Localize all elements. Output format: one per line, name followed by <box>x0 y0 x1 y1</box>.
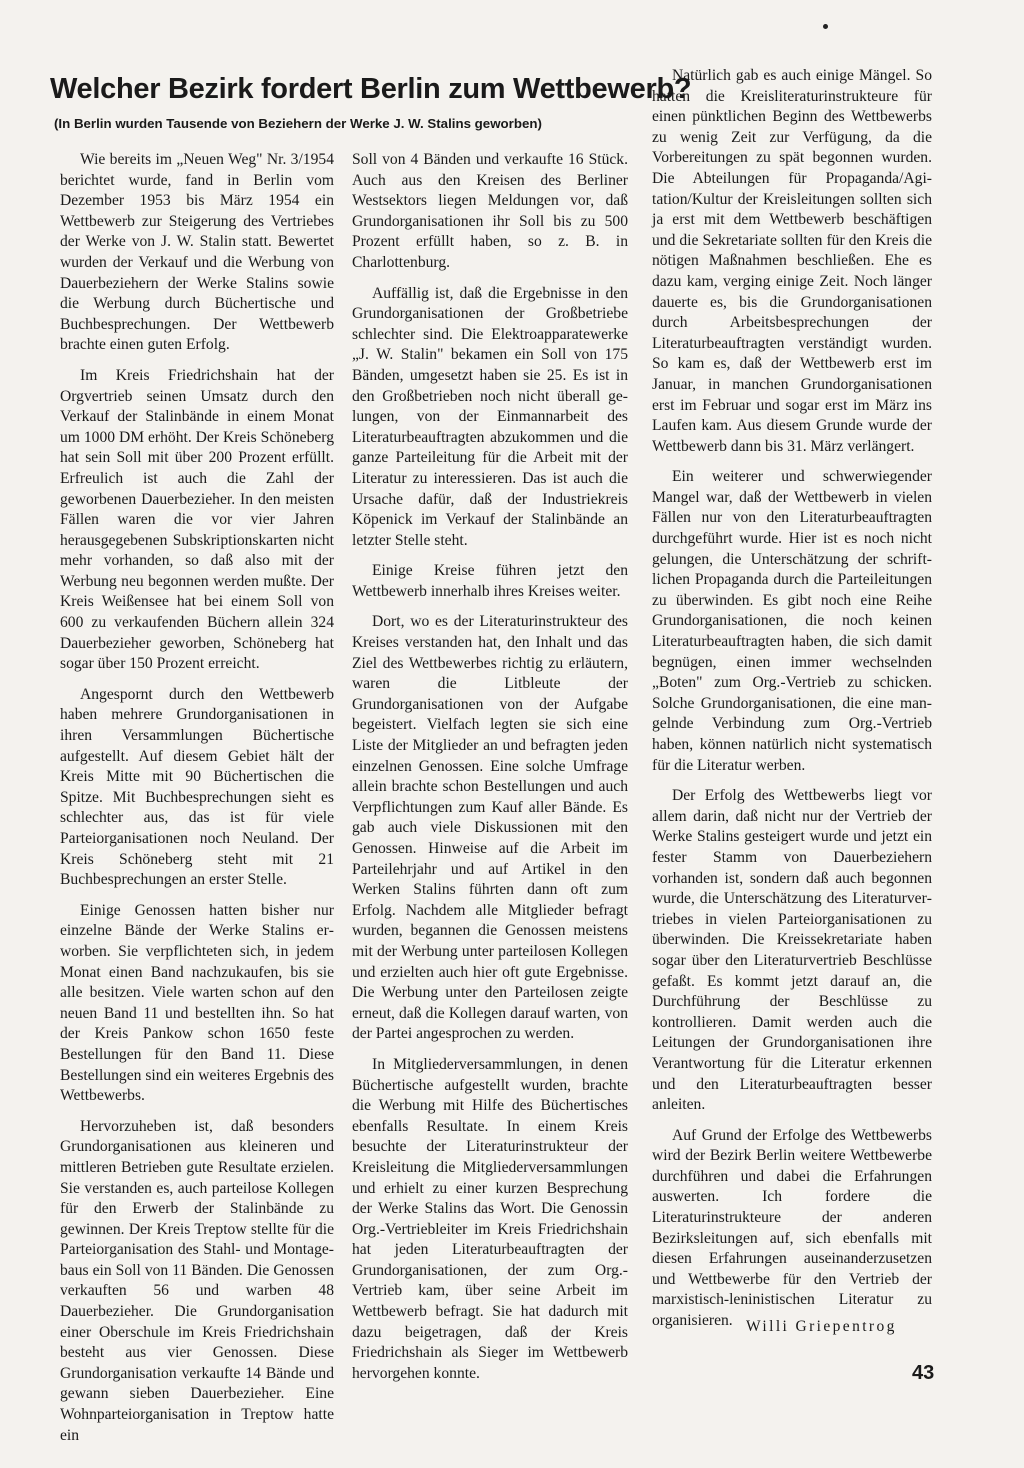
paragraph: Ein weiterer und schwerwiegender Mangel war, daß der Wettbewerb in vielen Fällen nur von den Literaturbeauftragten durchgeführt wurde. Hier ist es noch nicht gelungen, die Unterschätzung der schriftlichen Propaganda durch die Parteileitungen zu überwinden. Es gibt noch eine Reihe Grundorganisationen, die noch keinen Literaturbeauftragten haben, die sich damit begnügen, einen immer wechselnden „Boten" zum Org.-Vertrieb zu schicken. Solche Grundorganisationen, die eine mangelnde Verbindung zum Org.-Vertrieb haben, können natürlich nicht systematisch für die Literatur werben. <box>652 468 932 774</box>
paragraph: Einige Genossen hatten bisher nur einzelne Bände der Werke Stalins erworben. Sie verpflichteten sich, in jedem Monat einen Band nachzukaufen, bis sie alle besitzen. Viele warten schon auf den neuen Band 11 und bestellten ihn. So hat der Kreis Pankow schon 1650 feste Bestellungen für den Band 11. Diese Bestellungen sind ein weiteres Ergebnis des Wettbewerbs. <box>60 901 334 1105</box>
paragraph: Natürlich gab es auch einige Mängel. So hatten die Kreisliteraturinstrukteure für einen pünktlichen Beginn des Wettbewerbs zu wenig Zeit zur Verfügung, da die Vorbereitungen zu spät begonnen wurden. Die Abteilungen für Propaganda/Agitation/Kultur der Kreisleitungen sollten sich ja erst mit dem Wettbewerb beschäftigen und die Sekretariate sollten für den Kreis die nötigen Maßnahmen beschließen. Ehe es dazu kam, verging einige Zeit. Noch länger dauerte es, bis die Grundorganisationen durch Arbeitsbesprechungen der Literaturbeauftragten verständigt wurden. So kam es, daß der Wettbewerb erst im Januar, in manchen Grundorganisationen erst im Februar und sogar erst im März ins Laufen kam. Aus diesem Grunde wurde der Wettbewerb dann bis 31. März verlängert. <box>652 67 932 455</box>
paragraph: Dort, wo es der Literaturinstrukteur des Kreises verstanden hat, den Inhalt und das Ziel des Wettbewerbes richtig zu erläutern, waren die Litbleute der Grundorganisationen von der Aufgabe begeistert. Vielfach legten sie sich eine Liste der Mitglieder an und befragten jeden einzelnen Genossen. Eine solche Umfrage allein brachte schon Bestellungen und auch Verpflichtungen zum Kauf aller Bände. Es gab auch viele Diskussionen mit den Genossen. Hinweise auf die Arbeit im Parteilehrjahr und auf Artikel in den Werken Stalins führten dann oft zum Erfolg. Nachdem alle Mitglieder befragt wurden, begannen die Genossen meistens mit der Werbung unter parteilosen Kollegen und erzielten auch hier oft gute Ergebnisse. Die Werbung unter den Parteilosen zeigte erneut, daß die Kollegen darauf warten, von der Partei angesprochen zu werden. <box>352 613 628 1043</box>
paragraph: Im Kreis Friedrichshain hat der Orgvertrieb seinen Umsatz durch den Verkauf der Stalinbände in einem Monat um 1000 DM erhöht. Der Kreis Schöneberg hat sein Soll mit über 200 Prozent erfüllt. Erfreulich ist auch die Zahl der geworbenen Dauerbezieher. In den meisten Fällen waren die vor vier Jahren herausgegebenen Subskriptionskarten nicht mehr vorhanden, so daß also mit der Werbung neu begonnen werden mußte. Der Kreis Weißensee hat bei einem Soll von 600 zu verkaufenden Büchern allein 324 Dauerbezieher geworben, Schöneberg hat sogar über 150 Prozent erreicht. <box>60 366 334 673</box>
paragraph: Auf Grund der Erfolge des Wettbewerbs wird der Bezirk Berlin weitere Wettbewerbe durchführen und dabei die Erfahrungen auswerten. Ich fordere die Literaturinstrukteure der anderen Bezirksleitungen auf, sich ebenfalls mit diesen Erfahrungen auseinanderzusetzen und Wettbewerbe für den Vertrieb der marxistisch-leninistischen Literatur zu organisieren. <box>652 1126 932 1330</box>
text-column-3 <box>652 66 932 1342</box>
paragraph: Hervorzuheben ist, daß besonders Grundorganisationen aus kleineren und mittleren Betrieben gute Resultate erzielen. Sie verstanden es, auch parteilose Kollegen für den Erwerb der Stalinbände zu gewinnen. Der Kreis Treptow stellte für die Parteiorganisation des Stahl- und Montagebaus ein Soll von 11 Bänden. Die Genossen verkauften 56 und warben 48 Dauerbezieher. Die Grundorganisation einer Oberschule im Kreis Friedrichshain besteht aus vier Genossen. Diese Grundorganisation verkaufte 14 Bände und gewann sieben Dauerbezieher. Eine Wohnparteiorganisation in Treptow hatte ein <box>60 1117 334 1444</box>
text-column-2 <box>352 150 628 1394</box>
paragraph: Wie bereits im „Neuen Weg" Nr. 3/1954 berichtet wurde, fand in Berlin vom Dezember 1953 bis März 1954 ein Wettbewerb zur Steigerung des Vertriebes der Werke von J. W. Stalin statt. Bewertet wurden der Verkauf und die Werbung von Dauerbeziehern der Werke Stalins sowie die Werbung durch Büchertische und Buchbesprechungen. Der Wettbewerb brachte einen guten Erfolg. <box>60 151 334 354</box>
paragraph: Soll von 4 Bänden und verkaufte 16 Stück. Auch aus den Kreisen des Berliner Westsektors liegen Meldungen vor, daß Grundorganisationen ihr Soll bis zu 500 Prozent erfüllt haben, so z. B. in Charlottenburg. <box>352 151 628 271</box>
article-title: Welcher Bezirk fordert Berlin zum Wettbewerb? <box>50 73 692 105</box>
print-dot <box>823 24 828 29</box>
page-number: 43 <box>912 1362 935 1384</box>
paragraph: Angespornt durch den Wettbewerb haben mehrere Grundorganisationen in ihren Versammlungen Büchertische aufgestellt. Auf diesem Gebiet hält der Kreis Mitte mit 90 Büchertischen die Spitze. Mit Buchbesprechungen sieht es schlechter aus, das ist für viele Parteiorganisationen noch Neuland. Der Kreis Schöneberg steht mit 21 Buchbesprechungen an erster Stelle. <box>60 685 334 889</box>
paragraph: Einige Kreise führen jetzt den Wettbewerb innerhalb ihres Kreises weiter. <box>352 562 628 600</box>
text-column-1 <box>60 150 334 1456</box>
paragraph: Auffällig ist, daß die Ergebnisse in den Grundorganisationen der Großbetriebe schlechter sind. Die Elektroapparatewerke „J. W. Stalin" bekamen ein Soll von 175 Bänden, umgesetzt haben sie 25. Es ist in den Großbetrieben noch nicht überall gelungen, von der Einmannarbeit des Literaturbeauftragten abzukommen und die ganze Parteileitung für die Arbeit mit der Literatur zu interessieren. Das ist auch die Ursache dafür, daß der Industriekreis Köpenick im Verkauf der Stalinbände an letzter Stelle steht. <box>352 284 628 549</box>
author-signature: Willi Griepentrog <box>746 1318 897 1335</box>
paragraph: Der Erfolg des Wettbewerbs liegt vor allem darin, daß nicht nur der Vertrieb der Werke Stalins gesteigert wurde und jetzt ein fester Stamm von Dauerbeziehern vorhanden ist, sondern daß auch begonnen wurde, die Unterschätzung des Literaturvertriebes in vielen Parteiorganisationen zu überwinden. Die Kreissekretariate haben sogar über den Literaturvertrieb Beschlüsse gefaßt. Es kommt jetzt darauf an, die Durchführung der Beschlüsse zu kontrollieren. Damit werden auch die Leitungen der Grundorganisationen ihre Verantwortung für die Literatur erkennen und den Literaturbeauftragten besser anleiten. <box>652 787 932 1114</box>
article-subtitle: (In Berlin wurden Tausende von Beziehern der Werke J. W. Stalins geworben) <box>54 116 542 131</box>
paragraph: In Mitgliederversammlungen, in denen Büchertische aufgestellt wurden, brachte die Werbung mit Hilfe des Büchertisches ebenfalls Resultate. In einem Kreis besuchte der Literaturinstrukteur der Kreisleitung die Mitgliederversammlungen und erhielt zu einer kurzen Besprechung der Werke Stalins das Wort. Die Genossin Org.-Vertriebleiter im Kreis Friedrichshain hat jeden Literaturbeauftragten der Grundorganisationen, der zum Org.-Vertrieb kam, über seine Arbeit im Wettbewerb befragt. Sie hat dadurch mit dazu beigetragen, daß der Kreis Friedrichshain als Sieger im Wettbewerb hervorgehen konnte. <box>352 1055 628 1382</box>
